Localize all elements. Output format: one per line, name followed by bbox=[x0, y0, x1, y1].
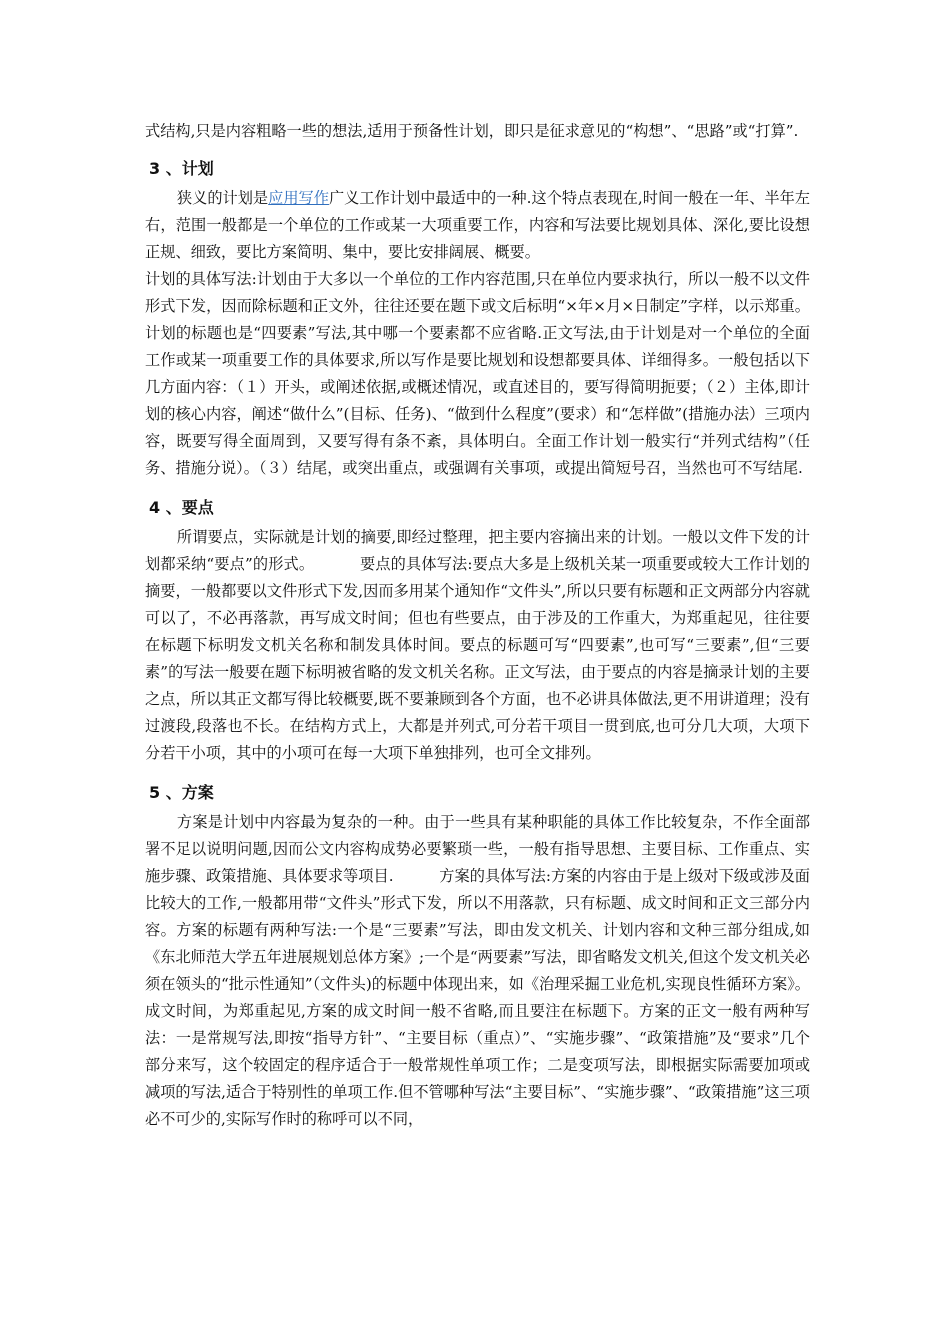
section-5-paragraph bbox=[145, 809, 810, 1133]
section-3-heading: 3 、计划 bbox=[149, 159, 214, 178]
section-3-text-before-link: 狭义的计划是 bbox=[176, 189, 269, 207]
applied-writing-link[interactable]: 应用写作 bbox=[268, 189, 329, 207]
section-3-text-after-link: 广义工作计划中最适中的一种.这个特点表现在,时间一般在一年、半年左右，范围一般都是一个单位的工作或某一大项重要工作，内容和写法要比规划具体、深化,要比设想正规、细致，要比方案简明、集中，要比安排阔展、概要。 bbox=[145, 189, 811, 261]
section-3-paragraph-2: 计划的具体写法:计划由于大多以一个单位的工作内容范围,只在单位内要求执行，所以一般不以文件形式下发，因而除标题和正文外，往往还要在题下或文后标明“×年×月×日制定”字样，以示郑重。计划的标题也是“四要素”写法,其中哪一个要素都不应省略.正文写法,由于计划是对一个单位的全面工作或某一项重要工作的具体要求,所以写作是要比规划和设想都要具体、详细得多。一般包括以下几方面内容：（１）开头，或阐述依据,或概述情况，或直述目的，要写得简明扼要；（２）主体,即计划的核心内容，阐述“做什么”(目标、任务)、“做到什么程度”(要求）和“怎样做”(措施办法）三项内容，既要写得全面周到，又要写得有条不紊，具体明白。全面工作计划一般实行“并列式结构”（任务、措施分说）。（３）结尾，或突出重点，或强调有关事项，或提出简短号召，当然也可不写结尾. bbox=[145, 270, 810, 477]
section-5-text-b: 方案的具体写法:方案的内容由于是上级对下级或涉及面比较大的工作,一般都用带“文件头”形式下发，所以不用落款，只有标题、成文时间和正文三部分内容。方案的标题有两种写法:一个是“三要素”写法，即由发文机关、计划内容和文种三部分组成,如《东北师范大学五年进展规划总体方案》;一个是“两要素”写法，即省略发文机关,但这个发文机关必须在领头的“批示性通知”（文件头)的标题中体现出来，如《治理采掘工业危机,实现良性循环方案》。成文时间，为郑重起见,方案的成文时间一般不省略,而且要注在标题下。方案的正文一般有两种写法：一是常规写法,即按“指导方针”、“主要目标（重点）”、“实施步骤”、“政策措施”及“要求”几个部分来写，这个较固定的程序适合于一般常规性单项工作；二是变项写法，即根据实际需要加项或减项的写法,适合于特别性的单项工作.但不管哪种写法“主要目标”、“实施步骤”、“政策措施”这三项必不可少的,实际写作时的称呼可以不同， bbox=[145, 867, 810, 1128]
section-5-heading: 5 、方案 bbox=[149, 783, 214, 802]
document-page bbox=[145, 118, 810, 1133]
intro-paragraph: 式结构,只是内容粗略一些的想法,适用于预备性计划，即只是征求意见的“构想”、“思路”或“打算”. bbox=[145, 122, 799, 140]
section-4-text-b: 要点的具体写法:要点大多是上级机关某一项重要或较大工作计划的摘要，一般都要以文件形式下发,因而多用某个通知作“文件头”,所以只要有标题和正文两部分内容就可以了，不必再落款，再写成文时间；但也有些要点，由于涉及的工作重大，为郑重起见，往往要在标题下标明发文机关名称和制发具体时间。要点的标题可写“四要素”,也可写“三要素”,但“三要素”的写法一般要在题下标明被省略的发文机关名称。正文写法，由于要点的内容是摘录计划的主要之点，所以其正文都写得比较概要,既不要兼顾到各个方面，也不必讲具体做法,更不用讲道理；没有过渡段,段落也不长。在结构方式上，大都是并列式,可分若干项目一贯到底,也可分几大项，大项下分若干小项，其中的小项可在每一大项下单独排列，也可全文排列。 bbox=[145, 555, 810, 762]
section-3-paragraph-1 bbox=[145, 185, 810, 266]
section-5-text-a: 方案是计划中内容最为复杂的一种。由于一些具有某种职能的具体工作比较复杂，不作全面部署不足以说明问题,因而公文内容构成势必要繁琐一些，一般有指导思想、主要目标、工作重点、实施步骤、政策措施、具体要求等项目. bbox=[145, 813, 810, 885]
section-4-heading: 4 、要点 bbox=[149, 498, 214, 517]
section-4-paragraph bbox=[145, 524, 810, 767]
section-4-text-a: 所谓要点，实际就是计划的摘要,即经过整理，把主要内容摘出来的计划。一般以文件下发的计划都采纳“要点”的形式。 bbox=[145, 528, 810, 573]
